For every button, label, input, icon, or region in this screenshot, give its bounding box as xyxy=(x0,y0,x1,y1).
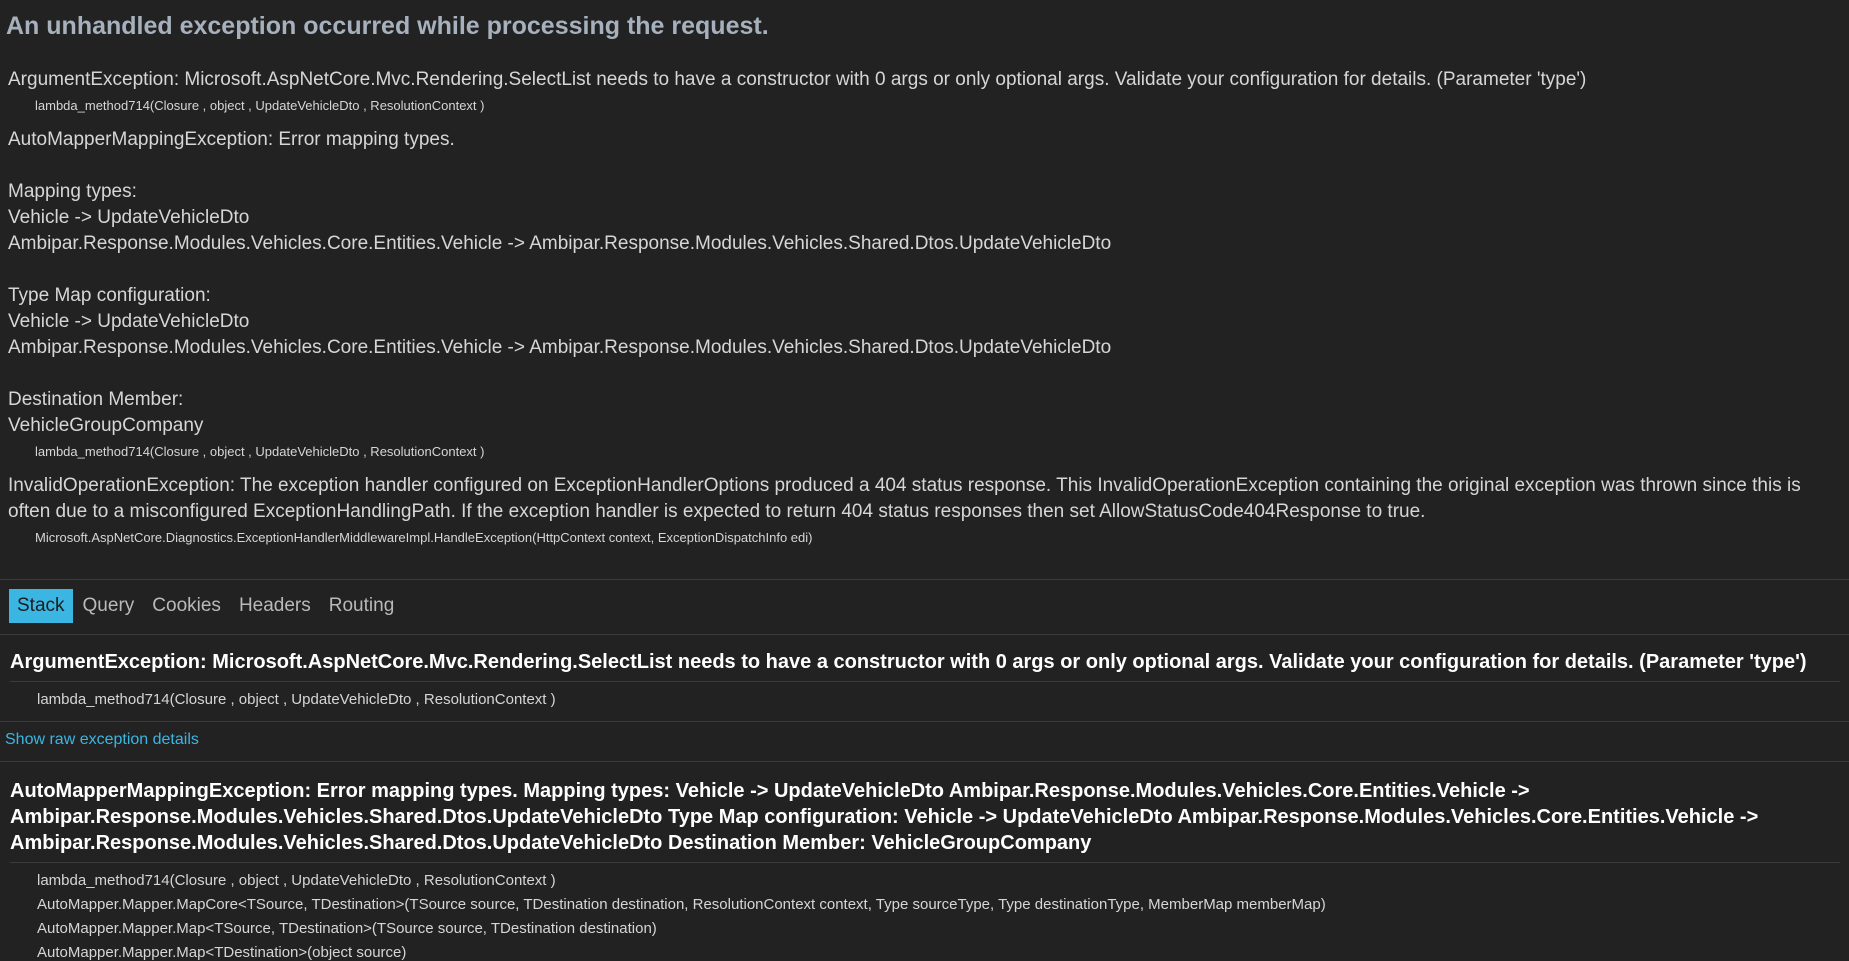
summary-frame: lambda_method714(Closure , object , UpdateVehicleDto , ResolutionContext ) xyxy=(35,444,485,459)
summary-frame: lambda_method714(Closure , object , UpdateVehicleDto , ResolutionContext ) xyxy=(35,98,485,113)
stack-frame[interactable]: lambda_method714(Closure , object , UpdateVehicleDto , ResolutionContext ) xyxy=(37,691,556,708)
divider xyxy=(0,634,1849,635)
tab-cookies[interactable]: Cookies xyxy=(152,595,221,616)
stack-frame[interactable]: lambda_method714(Closure , object , UpdateVehicleDto , ResolutionContext ) xyxy=(37,872,556,889)
stack-frame[interactable]: AutoMapper.Mapper.Map<TDestination>(object source) xyxy=(37,944,407,961)
tab-query[interactable]: Query xyxy=(82,595,135,616)
stack-exception xyxy=(10,778,1840,961)
page-title: An unhandled exception occurred while processing the request. xyxy=(6,12,769,40)
tab-bar xyxy=(9,589,404,623)
summary-message: AutoMapperMappingException: Error mapping types. Mapping types: Vehicle -> UpdateVehicleDto Ambipar.Response.Modules.Vehicles.Core.Entities.Vehicle -> Ambipar.Response.Modules.Vehicles.Shared.Dtos.UpdateVehicleDto Type Map configuration: Vehicle -> UpdateVehicleDto Ambipar.Response.Modules.Vehicles.Core.Entities.Vehicle -> Ambipar.Response.Modules.Vehicles.Shared.Dtos.UpdateVehicleDto Destination Member: VehicleGroupCompany xyxy=(8,129,1112,436)
tab-headers[interactable]: Headers xyxy=(238,595,311,616)
exception-summary xyxy=(8,67,1838,559)
summary-message: InvalidOperationException: The exception handler configured on ExceptionHandlerOptions produced a 404 status response. This InvalidOperationException containing the original exception was thrown since this is often due to a misconfigured ExceptionHandlingPath. If the exception handler is expected to return 404 status responses then set AllowStatusCode404Response to true. xyxy=(8,475,1806,522)
stack-exception-title: AutoMapperMappingException: Error mapping types. Mapping types: Vehicle -> UpdateVehicleDto Ambipar.Response.Modules.Vehicles.Core.Entities.Vehicle -> Ambipar.Response.Modules.Vehicles.Shared.Dtos.UpdateVehicleDto Type Map configuration: Vehicle -> UpdateVehicleDto Ambipar.Response.Modules.Vehicles.Core.Entities.Vehicle -> Ambipar.Response.Modules.Vehicles.Shared.Dtos.UpdateVehicleDto Destination Member: VehicleGroupCompany xyxy=(10,780,1759,854)
tab-routing[interactable]: Routing xyxy=(328,595,395,616)
summary-message: ArgumentException: Microsoft.AspNetCore.Mvc.Rendering.SelectList needs to have a constructor with 0 args or only optional args. Validate your configuration for details. (Parameter 'type') xyxy=(8,69,1587,90)
stack-frame[interactable]: AutoMapper.Mapper.Map<TSource, TDestination>(TSource source, TDestination destination) xyxy=(37,920,657,937)
stack-exception xyxy=(10,649,1840,712)
stack-frame[interactable]: AutoMapper.Mapper.MapCore<TSource, TDestination>(TSource source, TDestination destination, ResolutionContext context, Type sourceType, Type destinationType, MemberMap memberMap) xyxy=(37,896,1326,913)
show-raw-exception-link[interactable]: Show raw exception details xyxy=(5,731,199,748)
divider xyxy=(0,579,1849,580)
stack-frame-list xyxy=(10,862,1840,961)
stack-frame-list xyxy=(10,681,1840,712)
tab-stack[interactable]: Stack xyxy=(9,589,73,623)
divider xyxy=(0,721,1849,722)
stack-exception-title: ArgumentException: Microsoft.AspNetCore.Mvc.Rendering.SelectList needs to have a constructor with 0 args or only optional args. Validate your configuration for details. (Parameter 'type') xyxy=(10,651,1807,673)
divider xyxy=(0,761,1849,762)
summary-frame: Microsoft.AspNetCore.Diagnostics.ExceptionHandlerMiddlewareImpl.HandleException(HttpContext context, ExceptionDispatchInfo edi) xyxy=(35,530,813,545)
